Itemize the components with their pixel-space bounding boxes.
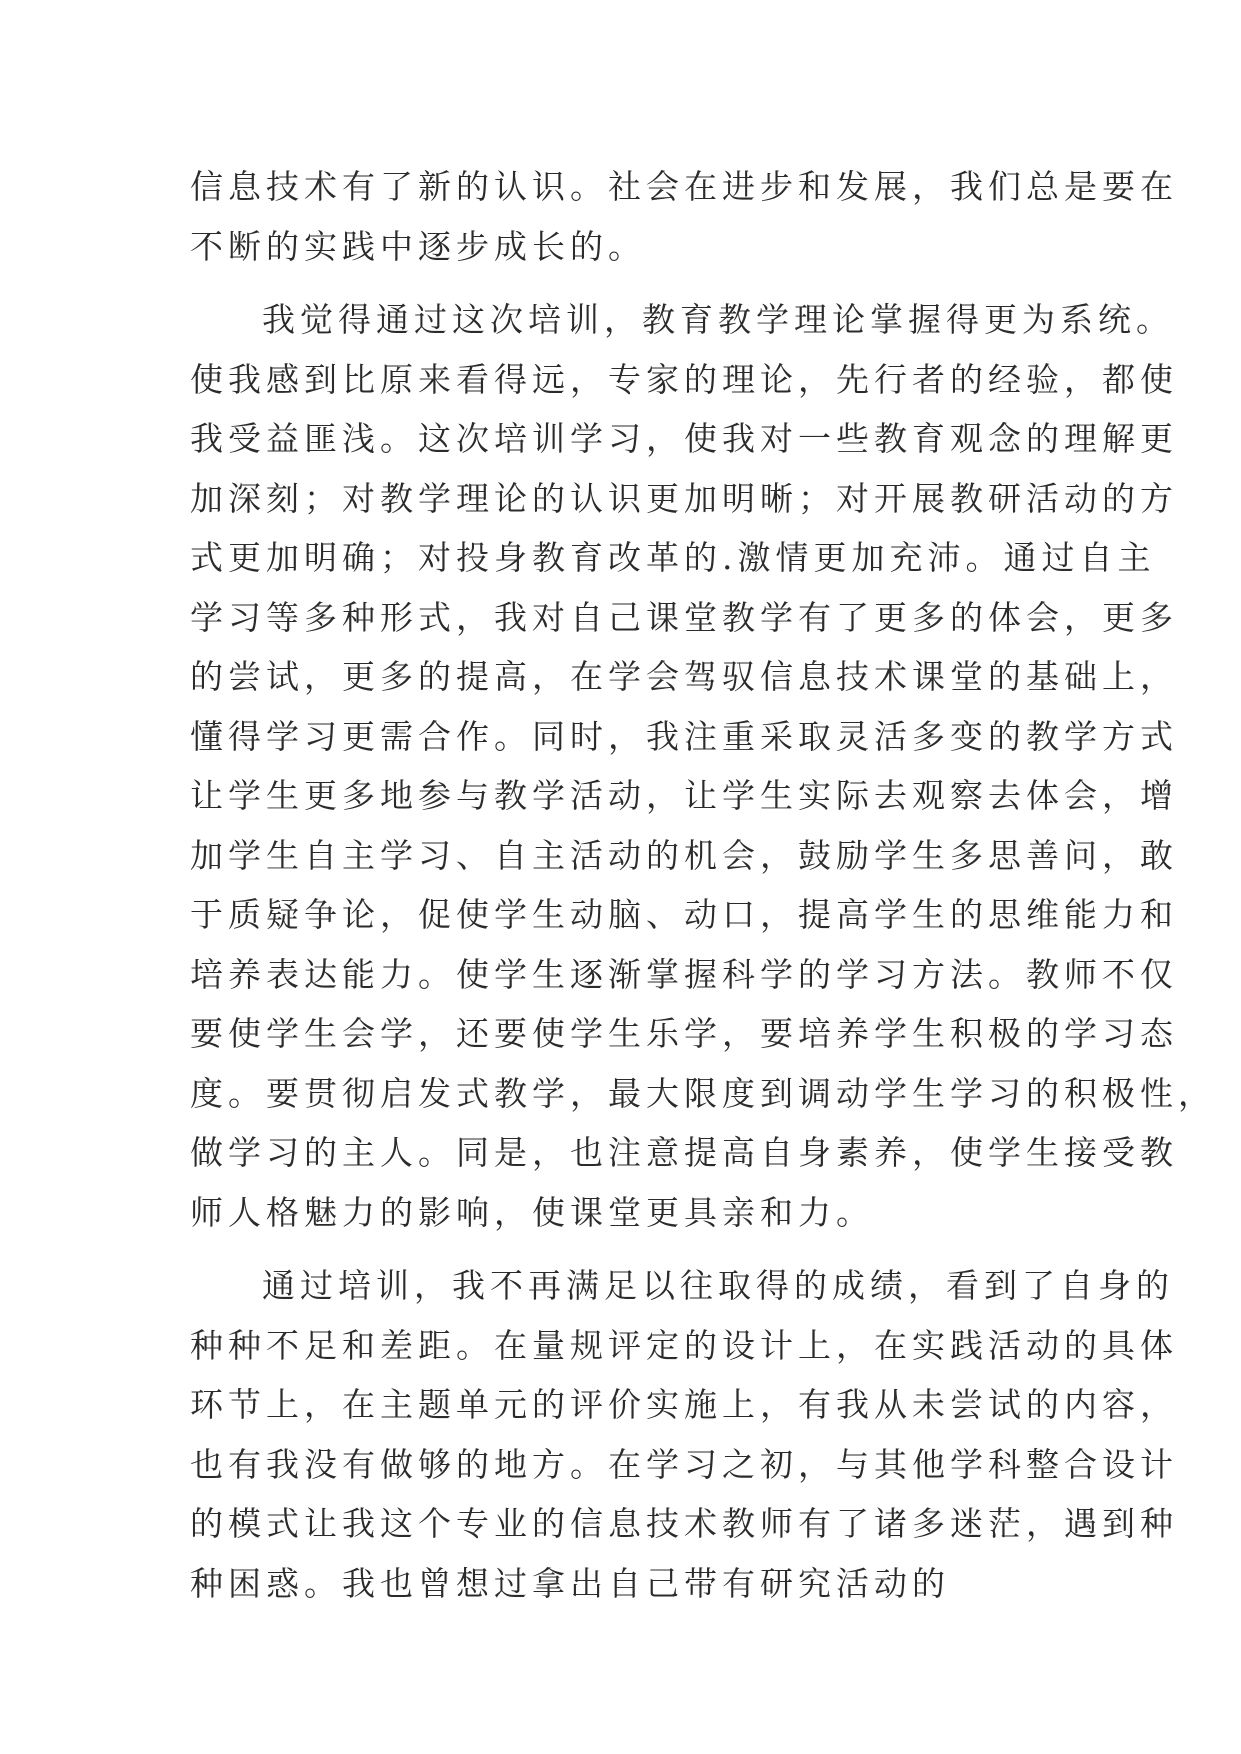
- text-line: 也有我没有做够的地方。在学习之初，与其他学科整合设计: [190, 1444, 1178, 1484]
- text-line: 使我感到比原来看得远，专家的理论，先行者的经验，都使: [190, 359, 1178, 399]
- text-line: 做学习的主人。同是，也注意提高自身素养，使学生接受教: [190, 1133, 1178, 1172]
- body-text: [190, 157, 1216, 1613]
- text-line: 种困惑。我也曾想过拿出自己带有研究活动的: [190, 1563, 950, 1603]
- text-line: 种种不足和差距。在量规评定的设计上，在实践活动的具体: [190, 1325, 1178, 1365]
- text-line: 加深刻；对教学理论的认识更加明晰；对开展教研活动的方: [190, 478, 1178, 518]
- text-line: 师人格魅力的影响，使课堂更具亲和力。: [190, 1192, 874, 1232]
- paragraph-1: [190, 157, 1178, 276]
- text-line: 我受益匪浅。这次培训学习，使我对一些教育观念的理解更: [190, 419, 1178, 458]
- paragraph-2: [190, 290, 1216, 1242]
- text-line: 于质疑争论，促使学生动脑、动口，提高学生的思维能力和: [190, 895, 1178, 934]
- text-line: 环节上，在主题单元的评价实施上，有我从未尝试的内容，: [190, 1385, 1178, 1424]
- text-line: 加学生自主学习、自主活动的机会，鼓励学生多思善问，敢: [190, 835, 1178, 875]
- paragraph-3: [190, 1256, 1178, 1613]
- text-line: 式更加明确；对投身教育改革的.激情更加充沛。通过自主: [190, 538, 1156, 577]
- text-line: 通过培训，我不再满足以往取得的成绩，看到了自身的: [262, 1266, 1174, 1305]
- text-line: 培养表达能力。使学生逐渐掌握科学的学习方法。教师不仅: [190, 954, 1178, 994]
- text-line: 信息技术有了新的认识。社会在进步和发展，我们总是要在: [190, 167, 1178, 206]
- text-line: 让学生更多地参与教学活动，让学生实际去观察去体会，增: [190, 776, 1178, 815]
- text-line: 的模式让我这个专业的信息技术教师有了诸多迷茫，遇到种: [190, 1504, 1178, 1543]
- text-line: 学习等多种形式，我对自己课堂教学有了更多的体会，更多: [190, 597, 1178, 637]
- text-line: 我觉得通过这次培训，教育教学理论掌握得更为系统。: [262, 300, 1174, 339]
- text-line: 不断的实践中逐步成长的。: [190, 226, 646, 266]
- text-line: 懂得学习更需合作。同时，我注重采取灵活多变的教学方式: [190, 716, 1178, 756]
- text-line: 度。要贯彻启发式教学，最大限度到调动学生学习的积极性，: [190, 1073, 1216, 1113]
- text-line: 的尝试，更多的提高，在学会驾驭信息技术课堂的基础上，: [190, 657, 1178, 696]
- text-line: 要使学生会学，还要使学生乐学，要培养学生积极的学习态: [190, 1014, 1178, 1053]
